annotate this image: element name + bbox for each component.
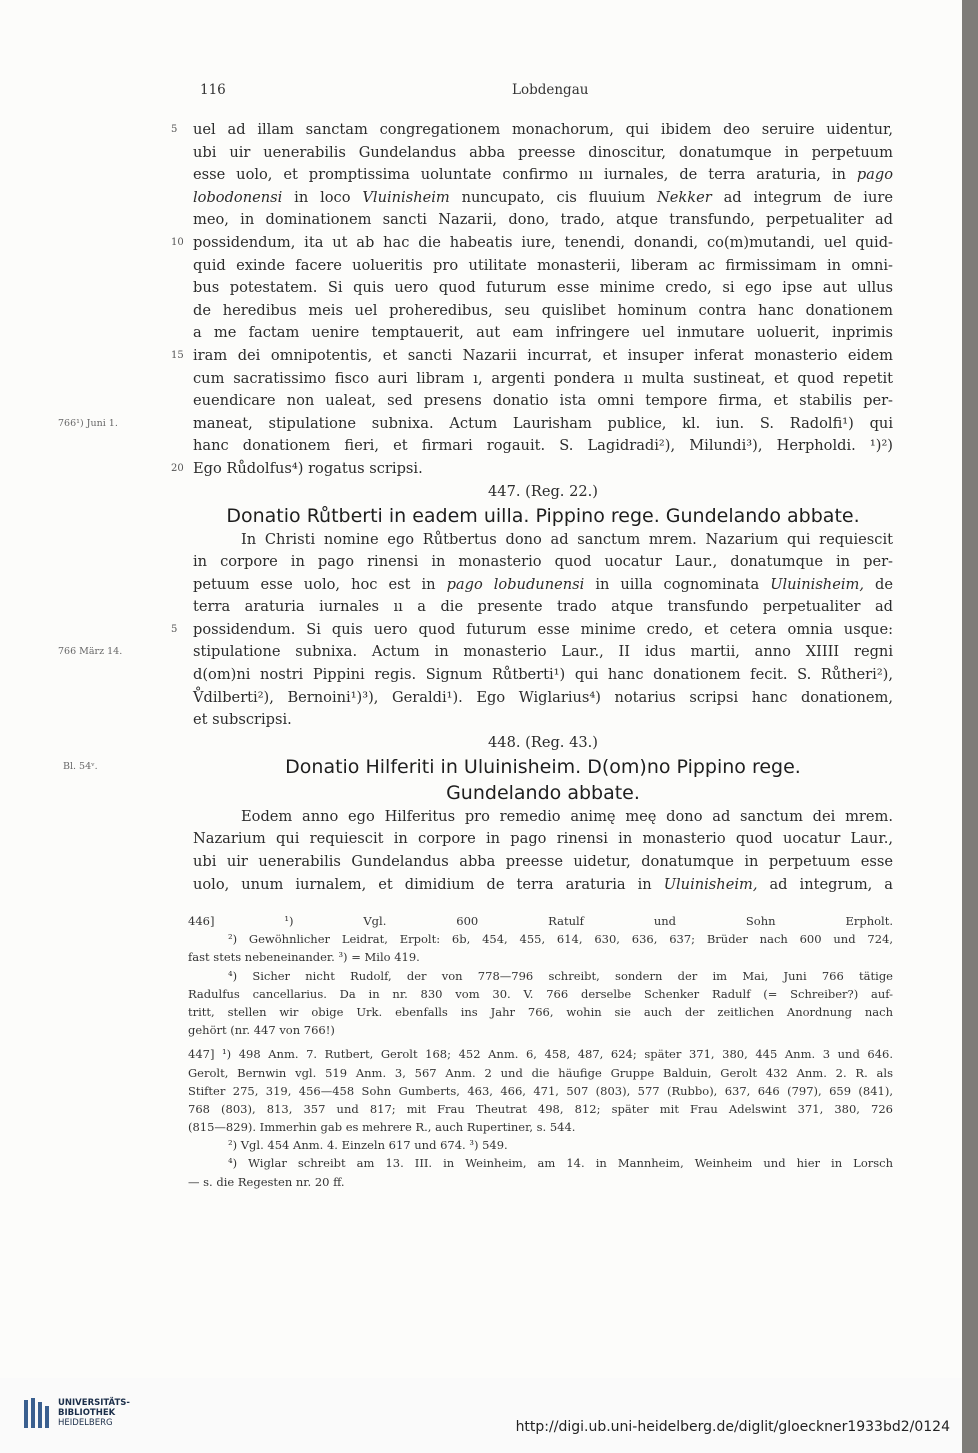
text-line: Eodem anno ego Hilferitus pro remedio animę meę dono ad sanctum dei mrem. — [241, 807, 893, 825]
footnote-line: ⁴) Sicher nicht Rudolf, der von 778—796 schreibt, sondern der im Mai, Juni 766 tätige — [228, 968, 893, 983]
footnote-line: fast stets nebeneinander. ³) = Milo 419. — [188, 950, 420, 965]
text-line: euendicare non ualeat, sed presens donatio ista omni tempore firma, et stabilis per- — [193, 392, 893, 410]
margin-date: 766 März 14. — [58, 646, 123, 658]
footnote-line: 768 (803), 813, 357 und 817; mit Frau Theutrat 498, 812; später mit Frau Adelswint 371, 380, 726 — [188, 1101, 893, 1116]
footnote-line: Stifter 275, 319, 456—458 Sohn Gumberts, 463, 466, 471, 507 (803), 577 (Rubbo), 637, 646 (797), 659 (841), — [188, 1083, 893, 1098]
footnote-line: Gerolt, Bernwin vgl. 519 Anm. 3, 567 Anm. 2 und die häufige Gruppe Balduin, Gerolt 432 Anm. 2. R. als — [188, 1065, 893, 1080]
text-line: a me factam uenire temptauerit, aut eam infringere uel inmutare uoluerit, inprimis — [193, 324, 893, 342]
text-line: cum sacratissimo fisco auri libram ı, argenti pondera ıı multa sustineat, et quod repetit — [193, 369, 893, 387]
text-line: de heredibus meis uel proheredibus, seu quislibet hominum contra hanc donationem — [193, 301, 893, 319]
margin-folio: Bl. 54ᵛ. — [63, 760, 98, 772]
page-edge-shadow — [962, 0, 978, 1453]
text-line: ubi uir uenerabilis Gundelandus abba preesse uidetur, donatumque in perpetuum esse — [193, 853, 893, 871]
text-line: V̊dilberti²), Bernoini¹)³), Geraldi¹). Ego Wiglarius⁴) notarius scripsi hanc donationem, — [193, 688, 893, 706]
text-line: hanc donationem fieri, et firmari rogauit. S. Lagidradi²), Milundi³), Herpholdi. ¹)²) — [193, 437, 893, 455]
footnote-line: tritt, stellen wir obige Urk. ebenfalls ins Jahr 766, wohin sie auch der zeitlichen Anordnung nach — [188, 1004, 893, 1019]
text-line: esse uolo, et promptissima uoluntate confirmo ııı iurnales, de terra araturia, in pago — [193, 166, 894, 184]
text-line: ubi uir uenerabilis Gundelandus abba preesse dinoscitur, donatumque in perpetuum — [193, 143, 893, 161]
text-line: 766¹) Juni 1. maneat, stipulatione subnixa. Actum Laurisham publice, kl. iun. S. Radolfi¹) qui — [193, 413, 893, 436]
document-number: 447. (Reg. 22.) — [488, 482, 598, 500]
footnote-line: (815—829). Immerhin gab es mehrere R., auch Rupertiner, s. 544. — [188, 1120, 576, 1135]
university-library-logo[interactable] — [22, 1396, 52, 1432]
footnote-line: 446] ¹) Vgl. 600 Ratulf und Sohn Erpholt. — [188, 914, 893, 928]
text-line: quid exinde facere uolueritis pro utilitate monasterii, liberam ac firmissimam in omni- — [193, 256, 893, 274]
line-number: 15 — [171, 349, 184, 361]
document-title: Bl. 54ᵛ. Donatio Hilferiti in Uluinisheim. D(om)no Pippino rege. — [63, 755, 801, 778]
footnote-line: ⁴) Wiglar schreibt am 13. III. in Weinheim, am 14. in Mannheim, Weinheim und hier in Lorsch — [228, 1156, 893, 1171]
line-number: 5 — [171, 124, 178, 135]
charter-text — [58, 119, 894, 896]
text-line: petuum esse uolo, hoc est in pago lobudunensi in uilla cognominata Uluinisheim, de — [193, 575, 894, 593]
footnote-line: Radulfus cancellarius. Da in nr. 830 vom 30. V. 766 derselbe Schenker Radulf (= Schreiber?) auf- — [188, 986, 893, 1001]
text-line: 5 uel ad illam sanctam congregationem monachorum, qui ibidem deo seruire uidentur, — [193, 119, 893, 142]
line-number: 20 — [171, 462, 184, 474]
text-line: 20 Ego Růdolfus⁴) rogatus scripsi. — [193, 458, 893, 481]
text-line: meo, in dominationem sancti Nazarii, dono, trado, atque transfundo, perpetualiter ad — [193, 211, 893, 229]
footnote-line: 447] ¹) 498 Anm. 7. Rutbert, Gerolt 168; 452 Anm. 6, 458, 487, 624; später 371, 380, 445 Anm. 3 und 646. — [188, 1047, 893, 1062]
footnote-line: gehört (nr. 447 von 766!) — [188, 1023, 335, 1038]
footnote-line: ²) Vgl. 454 Anm. 4. Einzeln 617 und 674. ³) 549. — [228, 1138, 508, 1153]
running-title: Lobdengau — [512, 82, 589, 98]
text-line: In Christi nomine ego Růtbertus dono ad sanctum mrem. Nazarium qui requiescit — [241, 530, 893, 548]
text-line: 5 possidendum. Si quis uero quod futurum esse minime credo, et cetera omnia usque: — [193, 619, 893, 642]
line-number: 5 — [171, 623, 178, 635]
text-line: d(om)ni nostri Pippini regis. Signum Růtberti¹) qui hanc donationem fecit. S. Růtheri²), — [193, 666, 893, 684]
line-number: 10 — [171, 236, 184, 248]
text-line: terra araturia iurnales ıı a die presente trado atque transfundo perpetualiter ad — [193, 598, 893, 616]
page-number: 116 — [200, 82, 226, 98]
text-line: in corpore in pago rinensi in monasterio quod uocatur Laur., donatumque in per- — [193, 553, 893, 571]
text-line: lobodonensi in loco Vluinisheim nuncupato, cis fluuium Nekker ad integrum de iure — [193, 188, 893, 206]
margin-date: 766¹) Juni 1. — [58, 417, 118, 429]
footnote-line: — s. die Regesten nr. 20 ff. — [188, 1174, 345, 1189]
text-line: 10 possidendum, ita ut ab hac die habeatis iure, tenendi, donandi, co(m)mutandi, uel quid- — [193, 232, 893, 255]
text-line: uolo, unum iurnalem, et dimidium de terra araturia in Uluinisheim, ad integrum, a — [193, 875, 893, 893]
text-line: Nazarium qui requiescit in corpore in pago rinensi in monasterio quod uocatur Laur., — [193, 830, 893, 848]
library-name[interactable]: UNIVERSITÄTS- BIBLIOTHEK HEIDELBERG — [58, 1398, 130, 1428]
text-line: 766 März 14. stipulatione subnixa. Actum in monasterio Laur., II idus martii, anno XIIII regni — [193, 641, 893, 664]
footnotes — [188, 912, 893, 1191]
document-number: 448. (Reg. 43.) — [488, 733, 598, 751]
document-title: Donatio Růtberti in eadem uilla. Pippino rege. Gundelando abbate. — [226, 504, 860, 527]
text-line: 15 iram dei omnipotentis, et sancti Nazarii incurrat, et insuper inferat monasterio eidem — [193, 345, 893, 368]
text-line: bus potestatem. Si quis uero quod futurum esse minime credo, si ego ipse aut ullus — [193, 279, 893, 297]
text-line: et subscripsi. — [193, 711, 292, 729]
permalink-url[interactable]: http://digi.ub.uni-heidelberg.de/diglit/gloeckner1933bd2/0124 — [515, 1419, 950, 1435]
viewer-footer — [0, 1378, 962, 1453]
footnote-line: ²) Gewöhnlicher Leidrat, Erpolt: 6b, 454, 455, 614, 630, 636, 637; Brüder nach 600 und 724, — [228, 932, 893, 947]
document-title-cont: Gundelando abbate. — [446, 781, 640, 804]
